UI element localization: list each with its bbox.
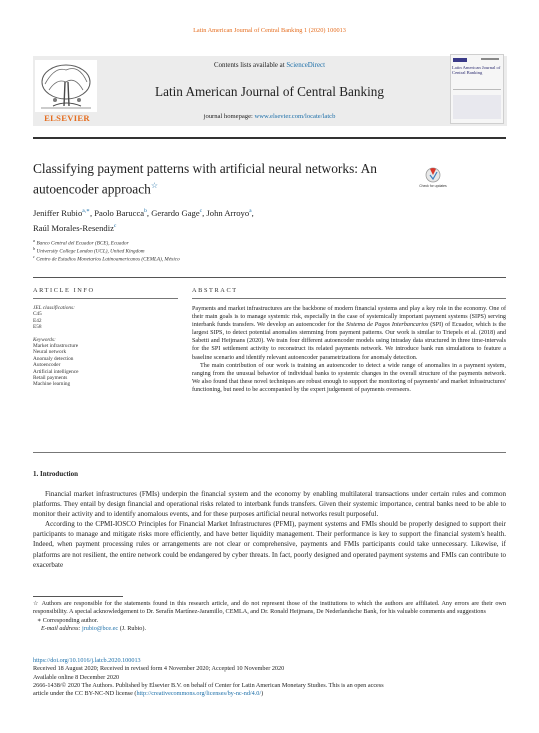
author-sup[interactable]: a — [249, 208, 252, 214]
masthead-rule — [33, 137, 506, 139]
running-header: Latin American Journal of Central Banking 1 (2020) 100013 — [193, 27, 346, 34]
footnote-rule — [33, 596, 123, 597]
affiliation-letter: a — [33, 238, 36, 243]
author-sup[interactable]: b — [144, 208, 147, 214]
keyword: Anomaly detection — [33, 355, 74, 362]
author-list: Jeniffer Rubio$^{a,∗}$, Paolo Barucca$^b$, Gerardo Gage$^c$, John Arroyo$^a$, Raúl Morales-Resendiz$^c$ — [33, 207, 254, 233]
jel-label: JEL classifications: — [33, 305, 75, 311]
body-paragraph: Financial market infrastructures (FMIs) underpin the financial system and the economy by enabling multilateral transactions under certain rules and common platforms. They entail by design financial and operational risks related to interbank funds transfers. Given their systemic importance, central banks need to be able to monitor their activity and to identify anomalous events, and for these purposes artificial neural networks result purposeful. — [33, 490, 506, 519]
affiliation-letter: b — [33, 246, 36, 251]
homepage-prefix: journal homepage: — [203, 113, 255, 120]
check-for-updates-icon[interactable] — [421, 166, 445, 192]
affiliation-text: University College London (UCL), United Kingdom — [36, 248, 145, 255]
affiliation-text: Centro de Estudios Monetarios Latinoamericanos (CEMLA), México — [36, 256, 180, 263]
author-sup[interactable]: c — [113, 222, 117, 229]
received-dates: Received 18 August 2020; Received in revised form 4 November 2020; Accepted 10 November 2020 — [33, 665, 285, 673]
author-sup[interactable]: c — [199, 208, 203, 214]
journal-title: Latin American Journal of Central Banking — [155, 84, 384, 99]
footnote-star: ☆ Authors are responsible for the statements found in this research article, and do not represent those of the institutions to which the authors are affiliated. Any errors are their own responsibility. A special acknowledgement to Dr. Serafín Martínez-Jaramillo, CEMLA, and Dr. Ronald Heijmans, De Nederlandsche Bank, for his valuable comments and suggestions — [33, 600, 506, 616]
keyword: Artificial intelligence — [33, 368, 79, 375]
author[interactable]: Gerardo Gage — [151, 207, 200, 218]
footnote-email: E-mail address: jrubio@bce.ec (J. Rubio). — [41, 624, 146, 632]
divider — [33, 277, 506, 278]
license-line: article under the CC BY-NC-ND license (http://creativecommons.org/licenses/by-nc-nd/4.0/) — [33, 690, 264, 698]
available-online: Available online 8 December 2020 — [33, 673, 120, 681]
abstract-body — [192, 305, 506, 394]
affiliation — [33, 254, 433, 263]
keywords-label: Keywords: — [33, 336, 56, 343]
affiliation-letter: c — [33, 254, 35, 259]
footnotes — [33, 600, 506, 633]
keyword: Market infrastructure — [33, 343, 79, 350]
author[interactable]: Paolo Barucca — [94, 207, 145, 218]
introduction-body — [33, 489, 506, 570]
article-info-rule — [33, 298, 178, 299]
keyword: Retail payments — [33, 375, 68, 382]
abstract-heading: ABSTRACT — [192, 287, 238, 294]
keyword: Machine learning — [33, 381, 71, 388]
abstract-paragraph: The main contribution of our work is training an autoencoder to detect a wide range of anomalies in a payment system, ranging from the unusual behavior of individual banks to systemic changes in the overall structure of the payments network. We also found that these novel techniques are robust enough to support the monitoring of payments' and market infrastructures' functioning, but need to be accompanied by the expert judgement of payments overseers. — [192, 362, 506, 393]
paper-title — [33, 160, 413, 197]
affiliation-text: Banco Central del Ecuador (BCE), Ecuador — [36, 240, 129, 247]
contents-prefix: Contents lists available at — [214, 62, 287, 69]
footnote-corresponding: ∗ Corresponding author. — [37, 616, 99, 624]
license-link[interactable]: http://creativecommons.org/licenses/by-nc-nd/4.0/ — [136, 690, 262, 698]
publication-info — [33, 657, 506, 698]
article-info — [33, 305, 178, 388]
publisher-wordmark: ELSEVIER — [44, 113, 90, 123]
sciencedirect-link[interactable]: ScienceDirect — [286, 62, 325, 69]
section-heading: 1. Introduction — [33, 470, 78, 478]
jel-code: E42 — [33, 317, 42, 324]
body-paragraph: According to the CPMI-IOSCO Principles for Financial Market Infrastructures (PFMI), payment systems and FMIs should be properly designed to support their participants to manage and mitigate risks more efficiently, and have better liquidity management. Their performance is key to support the financial system's health. Indeed, when payment processing rules or arrangements are not clear or comprehensive, payments and FMIs participants could take unnecessary. Likewise, if platforms are not resilient, the entire network could be endangered by cyber threats. In fact, poorly designed and operated payment systems and FMIs can contribute to exacerbate — [33, 520, 506, 569]
jel-code: C45 — [33, 311, 42, 318]
email-link[interactable]: jrubio@bce.ec — [82, 624, 119, 632]
divider — [33, 452, 506, 453]
article-info-heading: ARTICLE INFO — [33, 287, 95, 294]
check-badge-label: Check for updates — [419, 184, 447, 188]
paper-title-text: Classifying payment patterns with artificial neural networks: An autoencoder approach — [33, 161, 377, 197]
title-footnote-mark[interactable]: ☆ — [150, 181, 159, 190]
homepage-link[interactable]: www.elsevier.com/locate/latcb — [254, 113, 336, 120]
author-sup[interactable]: a,∗ — [82, 208, 90, 214]
abstract-paragraph: Payments and market infrastructures are the backbone of modern financial systems and play a key role in the economy. One of their main goals is to manage systemic risk, especially in the case of systemically important payment systems (SIPS) serving interbank funds transfers. We develop an autoencoder for the Sistema de Pagos Interbancarios (SPI) of Ecuador, which is the largest SIPS, to detect potential anomalies stemming from payment patterns. Our work is similar to Triepels et al. (2018) and Sabetti and Heijmans (2020). We train four different autoencoder models using intraday data structured in three time-intervals for the SPI settlement activity to reconstruct its related payments network. We introduce bank run simulations to feature a baseline scenario and identify relevant autoencoder parametrizations for anomaly detection. — [192, 306, 506, 361]
jel-code: E58 — [33, 324, 42, 331]
keyword: Neural network — [33, 349, 67, 356]
author[interactable]: Jeniffer Rubio — [33, 207, 83, 218]
keyword: Autoencoder — [33, 362, 61, 369]
author[interactable]: John Arroyo — [206, 207, 250, 218]
author[interactable]: Raúl Morales-Resendiz — [33, 222, 114, 233]
abstract-emphasis: Sistema de Pagos Interbancarios — [346, 322, 429, 329]
doi-link[interactable]: https://doi.org/10.1016/j.latcb.2020.100013 — [33, 657, 141, 664]
abstract-rule — [192, 298, 506, 299]
cover-title: Latin American Journal of Central Banking — [452, 65, 501, 75]
license-line: 2666-1438/© 2020 The Authors. Published by Elsevier B.V. on behalf of Center for Latin American Monetary Studies. This is an open access — [33, 681, 384, 689]
